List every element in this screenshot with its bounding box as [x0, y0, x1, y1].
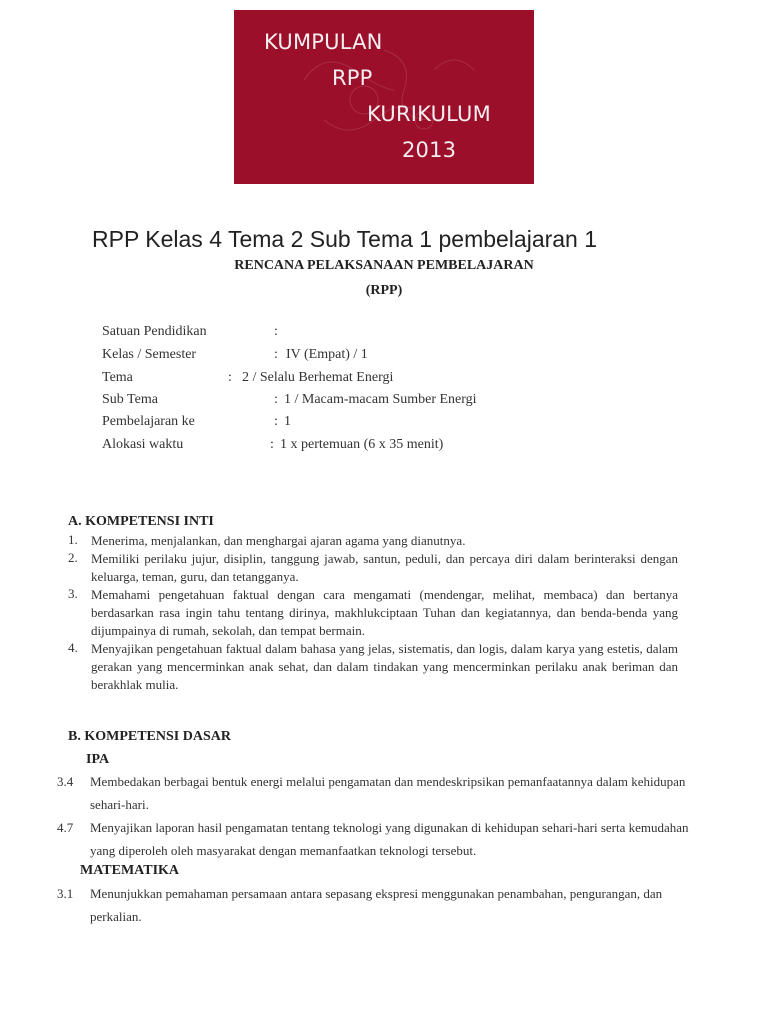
ki-item: Menyajikan pengetahuan faktual dalam bahasa yang jelas, sistematis, dan logis, dalam karya yang estetis, dalam gerakan yang mencerminkan anak sehat, dan dalam tindakan yang mencerminkan perilaku anak beriman dan berakhlak mulia. [91, 641, 678, 692]
identity-sep: : [270, 437, 274, 452]
heading: RENCANA PELAKSANAAN PEMBELAJARAN [234, 258, 534, 273]
ki-number: 1. [68, 532, 78, 547]
ki-item: Memiliki perilaku jujur, disiplin, tanggung jawab, santun, peduli, dan percaya diri dalam berinteraksi dengan keluarga, teman, guru, dan tetangganya. [91, 551, 678, 584]
identity-label: Pembelajaran ke [102, 414, 195, 429]
kd-number: 4.7 [57, 820, 74, 835]
cover-banner [234, 10, 534, 184]
identity-label: Sub Tema [102, 392, 158, 407]
banner-line-3: KURIKULUM [367, 102, 491, 126]
banner-line-1: KUMPULAN [264, 30, 383, 54]
section-a-title: A. KOMPETENSI INTI [68, 514, 214, 529]
banner-line-2: RPP [332, 66, 373, 90]
ki-item: Memahami pengetahuan faktual dengan cara mengamati (mendengar, melihat, membaca) dan bertanya berdasarkan rasa ingin tahu tentang dirinya, makhlukciptaan Tuhan dan kegiatannya, dan benda-benda yang dijumpainya di rumah, sekolah, dan tempat bermain. [91, 587, 678, 638]
matematika-label: MATEMATIKA [80, 863, 180, 878]
kd-number: 3.4 [57, 774, 74, 789]
identity-sep: : [228, 370, 232, 385]
subheading: (RPP) [365, 283, 403, 298]
ki-number: 3. [68, 586, 78, 601]
identity-sep: : [274, 324, 278, 339]
identity-sep: : [274, 392, 278, 407]
section-b-title: B. KOMPETENSI DASAR [68, 729, 231, 744]
kd-item: Menyajikan laporan hasil pengamatan tentang teknologi yang digunakan di kehidupan sehari-hari serta kemudahan yang diperoleh oleh masyarakat dengan memanfaatkan teknologi tersebut. [90, 820, 689, 858]
ki-number: 2. [68, 550, 78, 565]
kd-item: Membedakan berbagai bentuk energi melalui pengamatan dan mendeskripsikan pemanfaatannya dalam kehidupan sehari-hari. [90, 774, 686, 812]
identity-value: 1 [284, 414, 291, 429]
kd-item: Menunjukkan pemahaman persamaan antara sepasang ekspresi menggunakan penambahan, pengurangan, dan perkalian. [90, 886, 663, 924]
identity-sep: : [274, 414, 278, 429]
banner-line-4: 2013 [402, 138, 457, 162]
identity-label: Satuan Pendidikan [102, 324, 207, 339]
identity-value: IV (Empat) / 1 [286, 347, 368, 362]
ipa-label: IPA [86, 752, 110, 767]
identity-value: 1 x pertemuan (6 x 35 menit) [280, 437, 444, 452]
identity-label: Tema [102, 370, 133, 385]
ki-item: Menerima, menjalankan, dan menghargai ajaran agama yang dianutnya. [91, 533, 466, 548]
identity-label: Kelas / Semester [102, 347, 197, 362]
document-title: RPP Kelas 4 Tema 2 Sub Tema 1 pembelajaran 1 [92, 226, 598, 252]
identity-sep: : [274, 347, 278, 362]
identity-value: 1 / Macam-macam Sumber Energi [284, 392, 477, 407]
identity-value: 2 / Selalu Berhemat Energi [242, 370, 394, 385]
identity-label: Alokasi waktu [102, 437, 184, 452]
ki-number: 4. [68, 640, 78, 655]
kd-number: 3.1 [57, 886, 74, 901]
